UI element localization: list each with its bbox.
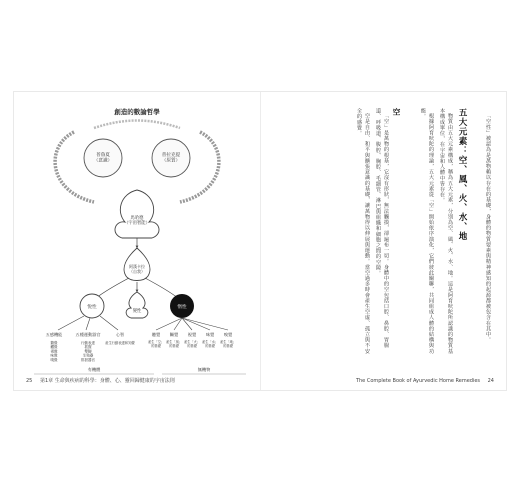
mind-desc: 產生行動表達和知覺 [105, 341, 135, 345]
text-line-line: （宇宙智能） [124, 221, 150, 227]
element-sub-line: 的基礎 [205, 343, 215, 348]
diagram-title: 創造的數論哲學 [114, 108, 160, 116]
element-sub-line: 的基礎 [223, 343, 233, 348]
text-line-line: 視覺 [50, 349, 58, 354]
element-sub [166, 339, 182, 348]
element-sub [220, 339, 236, 348]
element-sub-line: 的基礎 [151, 343, 161, 348]
organic-label: 有機體 [87, 367, 101, 372]
element-name: 味覺 [205, 332, 215, 337]
element-branch-line [182, 318, 192, 330]
text-line-line: 生殖器 [82, 353, 94, 358]
line-mind [100, 316, 118, 330]
left-running-head: 第1章 生命與疾病的科學：身體、心、靈回歸健康的宇宙法則 [39, 378, 175, 384]
left-page-number: 25 [26, 378, 33, 384]
mahat-lotus [115, 190, 159, 238]
line-sense [58, 316, 84, 330]
element-sub-line: 產生「地」 [220, 340, 236, 344]
right-footer [356, 378, 494, 384]
paragraph-3: 根據阿育吠陀的理論，五大元素從「空」開始依序演化，它們彼此關聯，共同組成人體的結構與功能。 [420, 108, 434, 354]
sense-list: 聽覺觸覺視覺味覺嗅覺 [50, 341, 58, 362]
inorganic-label: 無機物 [197, 367, 211, 372]
action-organs-label: 五種運動器官 [75, 332, 101, 337]
left-page [14, 92, 260, 390]
text-line-line: 嗅覺 [50, 357, 58, 362]
arrow-to-sattva [96, 278, 129, 298]
text-line-line: （自我） [129, 268, 145, 274]
element-sub [202, 339, 218, 348]
text-line-line: 排泄器官 [81, 357, 95, 362]
tamas-branches [148, 318, 236, 348]
element-sub-line: 的基礎 [169, 343, 179, 348]
text-column-1 [474, 108, 492, 358]
samkhya-diagram [14, 92, 260, 390]
arrow-to-tamas [145, 278, 178, 298]
text-line-line: 雙腳 [84, 349, 92, 354]
element-sub [148, 339, 164, 348]
element-sub-line: 的基礎 [187, 343, 197, 348]
element-name: 視覺 [187, 332, 197, 337]
element-sub-line: 產生「水」 [202, 340, 218, 344]
text-line-line: （意識） [93, 158, 113, 164]
swirl-top [94, 121, 180, 129]
tamas-label: 惰性 [177, 305, 187, 310]
right-page [261, 92, 506, 390]
text-line-line: 味覺 [50, 353, 58, 358]
element-branch-line [182, 318, 228, 330]
text-line-line: （原質） [161, 158, 181, 164]
subheading-space: 空 [392, 108, 401, 117]
element-name: 嗅覺 [223, 332, 233, 337]
book-spread [14, 92, 506, 390]
element-sub-line: 產生「風」 [166, 340, 182, 344]
ahamkara-label: 阿漢卡拉（自我） [129, 264, 145, 274]
mahat-label: 馬哈德（宇宙智能） [124, 216, 150, 227]
left-footer [26, 377, 175, 384]
right-page-number: 24 [487, 378, 494, 384]
rajas-label: 變性 [132, 309, 142, 314]
text-column-2 [408, 108, 454, 358]
text-column-3 [278, 108, 390, 358]
element-name: 觸覺 [169, 332, 179, 337]
mind-label: 心智 [115, 332, 125, 337]
action-list: 行動表達抓握雙腳生殖器排泄器官 [81, 341, 95, 362]
sattva-label: 悅性 [87, 305, 97, 310]
line-action [86, 318, 90, 330]
paragraph-4: 「空」是萬物的根基，它沒有形狀，無法觸摸，卻遍布一切。身體中的空包括口腔、鼻腔、胃腸道、呼吸道、腹腔、胸腔、毛細管、淋巴與組織和細胞之間的空隙。 [375, 108, 389, 349]
element-sub [184, 339, 200, 348]
element-sub-line: 產生「火」 [184, 340, 200, 344]
sense-organs-label: 五感機能 [45, 332, 63, 337]
right-running-head: The Complete Book of Ayurvedic Home Remedies [355, 378, 481, 384]
text-line-line: 觸覺 [50, 345, 58, 350]
paragraph-1: 「空性」被認為是萬物賴以存在的基礎，身體的物質要素與精神感知的起源都被包含在其中。 [485, 113, 491, 343]
purusha-label: 普魯夏（意識） [93, 153, 113, 164]
prakriti-label: 普拉克提（原質） [161, 153, 181, 164]
section-heading: 五大元素：空、風、火、水、地 [457, 108, 467, 241]
text-line-line: 抓握 [84, 345, 92, 350]
element-name: 聽覺 [151, 332, 161, 337]
rajas-shape [126, 292, 148, 318]
paragraph-2: 物質由五大元素構成，稱為五大元素，分別為空、風、火、水、地。這是阿育吠陀所認識的物質基本構成單位，在宇宙和人體中皆存在。 [439, 108, 453, 354]
element-sub-line: 產生「空」 [148, 340, 164, 344]
paragraph-5: 空是自由、和平與擴張意識的基礎，讓萬物得以伸展與運動。當空過多時會產生空虛、孤立與不安全的感覺。 [356, 108, 370, 354]
